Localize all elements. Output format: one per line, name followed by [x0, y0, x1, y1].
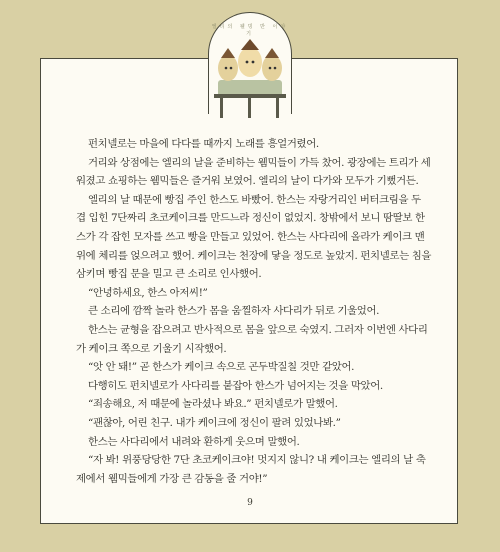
wemmick-dolls-illustration	[212, 36, 288, 118]
paragraph: 다행히도 펀치넬로가 사다리를 붙잡아 한스가 넘어지는 것을 막았어.	[88, 379, 383, 392]
paragraph: 큰 소리에 깜짝 놀라 한스가 몸을 움찔하자 사다리가 뒤로 기울었어.	[88, 305, 380, 318]
paragraph: “앗 안 돼!” 곧 한스가 케이크 속으로 곤두박질칠 것만 같았어.	[88, 361, 355, 374]
page-number: 9	[247, 498, 253, 508]
paragraph: “괜찮아, 어린 친구. 내가 케이크에 정신이 팔려 있었나봐.”	[88, 416, 341, 429]
paragraph: 거리와 상점에는 엘리의 날을 준비하는 웸믹들이 가득 찼어. 광장에는 트리가 세워졌고 쇼핑하는 웸믹들은 즐거워 보였어. 엘리의 날이 다가와 모두가 기뻤거든.	[76, 156, 431, 188]
paragraph: 한스는 사다리에서 내려와 환하게 웃으며 말했어.	[88, 435, 300, 448]
paragraph: 한스는 균형을 잡으려고 반사적으로 몸을 앞으로 숙였지. 그러자 이번엔 사다리가 케이크 쪽으로 기울기 시작했어.	[76, 323, 428, 355]
header-label: 엘리의 웰빙 반 이야기	[211, 24, 289, 37]
paragraph: 펀치넬로는 마을에 다다를 때까지 노래를 흥얼거렸어.	[88, 138, 319, 150]
paragraph: “자 봐! 위풍당당한 7단 초코케이크야! 멋지지 않니? 내 케이크는 엘리의 날 축제에서 웸믹들에게 가장 큰 감동을 줄 거야!”	[76, 454, 426, 485]
paragraph: “안녕하세요, 한스 아저씨!”	[88, 286, 208, 299]
paragraph: 엘리의 날 때문에 빵집 주인 한스도 바빴어. 한스는 자랑거리인 버터크림을 두 겹 입힌 7단짜리 초코케이크를 만드느라 정신이 없었지. 창밖에서 보니 땀딸보 한스가 각 잡힌 모자를 쓰고 빵을 만들고 있었어. 한스는 사다리에 올라가 케이크 맨 위에 체리를 얹으려고 했어. 케이크는 천장에 닿을 정도로 높았지. 펀치넬로는 침을 삼키며 빵집 문을 밀고 큰 소리로 인사했어.	[76, 193, 432, 281]
paragraph: “죄송해요, 저 때문에 놀라셨나 봐요.” 펀치넬로가 말했어.	[88, 398, 338, 411]
story-text	[76, 135, 432, 488]
